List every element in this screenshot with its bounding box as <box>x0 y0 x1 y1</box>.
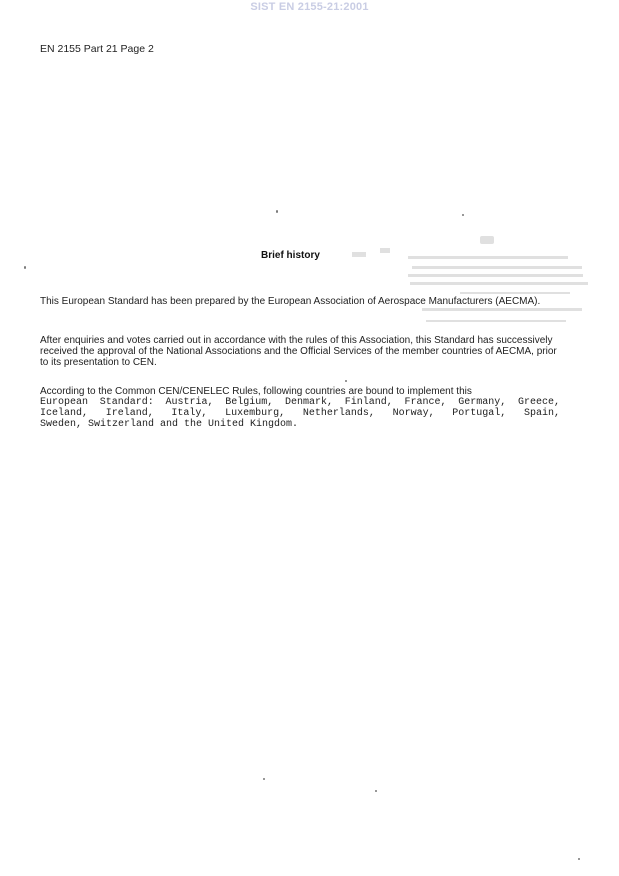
section-title: Brief history <box>261 250 320 261</box>
document-watermark: SIST EN 2155-21:2001 <box>250 1 369 13</box>
scan-speck <box>345 380 347 382</box>
countries-line-2: Iceland, Ireland, Italy, Luxemburg, Netherlands, Norway, Portugal, Spain, <box>40 408 560 419</box>
scan-speck <box>375 790 377 792</box>
scan-speck <box>24 266 26 269</box>
implementation-intro: According to the Common CEN/CENELEC Rules, following countries are bound to implement this <box>40 386 472 397</box>
show-through-smudge <box>350 236 590 336</box>
paragraph-approval: After enquiries and votes carried out in accordance with the rules of this Association, this Standard has successively received the approval of the National Associations and the Official Services of the member countries of AECMA, prior to its presentation to CEN. <box>40 335 557 368</box>
page-running-head: EN 2155 Part 21 Page 2 <box>40 43 154 55</box>
scan-speck <box>276 210 278 213</box>
countries-line-3: Sweden, Switzerland and the United Kingdom. <box>40 419 299 430</box>
countries-line-1: European Standard: Austria, Belgium, Denmark, Finland, France, Germany, Greece, <box>40 397 560 408</box>
scan-speck <box>462 214 464 216</box>
paragraph-implementation <box>40 386 560 430</box>
paragraph-preparation: This European Standard has been prepared by the European Association of Aerospace Manufacturers (AECMA). <box>40 296 541 307</box>
scan-speck <box>578 858 580 860</box>
scan-speck <box>263 778 265 780</box>
